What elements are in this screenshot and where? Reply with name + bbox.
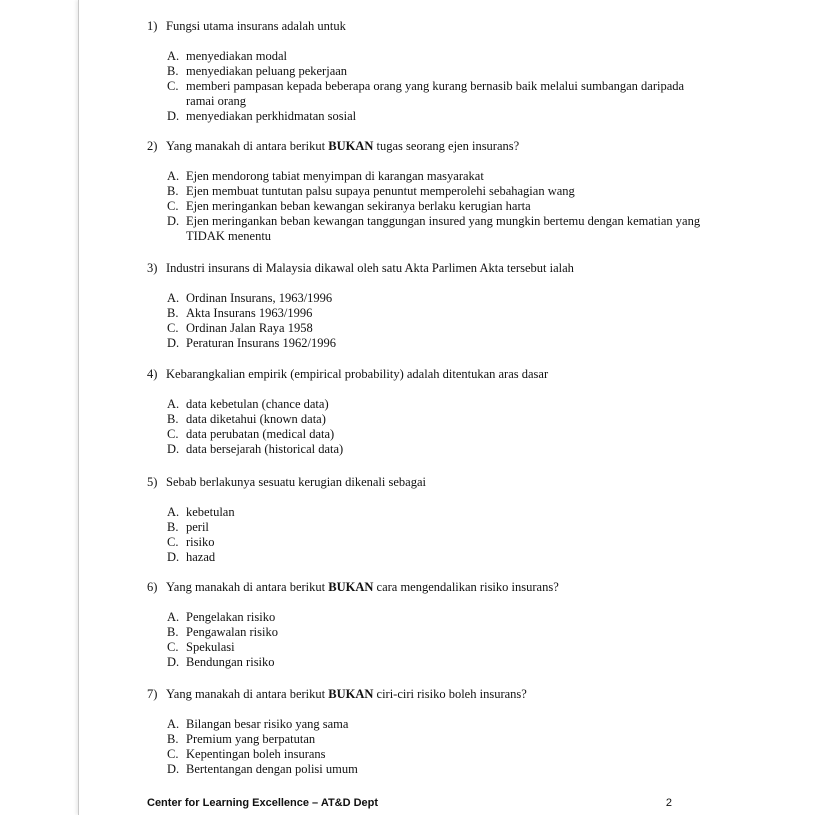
- option-text: data bersejarah (historical data): [186, 442, 344, 456]
- option-text: risiko: [186, 535, 215, 549]
- option-item: [167, 610, 707, 625]
- option-text: Peraturan Insurans 1962/1996: [186, 336, 336, 350]
- option-item: [167, 717, 707, 732]
- option-text: Bertentangan dengan polisi umum: [186, 762, 358, 776]
- question-stem: [147, 367, 707, 382]
- footer-dept: Center for Learning Excellence – AT&D Dept: [147, 797, 379, 809]
- option-item: [167, 640, 707, 655]
- option-letter: B.: [167, 412, 179, 426]
- option-letter: B.: [167, 625, 179, 639]
- option-item: [167, 747, 707, 762]
- question-7: [147, 687, 707, 777]
- option-text: hazad: [186, 550, 216, 564]
- option-item: [167, 520, 707, 535]
- option-text: peril: [186, 520, 209, 534]
- option-item: [167, 732, 707, 747]
- option-letter: C.: [167, 535, 179, 549]
- question-1: [147, 19, 707, 124]
- option-list: [167, 717, 707, 777]
- question-number: 7): [147, 687, 158, 701]
- question-text: Yang manakah di antara berikut BUKAN cara mengendalikan risiko insurans?: [166, 580, 559, 594]
- option-item: [167, 550, 707, 565]
- option-item: [167, 505, 707, 520]
- option-item: [167, 321, 707, 336]
- option-letter: B.: [167, 64, 179, 78]
- option-text: memberi pampasan kepada beberapa orang yang kurang bernasib baik melalui sumbangan daripada ramai orang: [186, 79, 685, 108]
- option-letter: D.: [167, 109, 180, 123]
- question-number: 2): [147, 139, 158, 153]
- option-item: [167, 412, 707, 427]
- option-text: Spekulasi: [186, 640, 235, 654]
- page-footer: [147, 797, 672, 809]
- option-letter: A.: [167, 610, 180, 624]
- option-item: [167, 169, 707, 184]
- option-letter: C.: [167, 321, 179, 335]
- option-item: [167, 214, 707, 244]
- option-item: [167, 49, 707, 64]
- question-number: 4): [147, 367, 158, 381]
- option-item: [167, 109, 707, 124]
- option-item: [167, 306, 707, 321]
- question-number: 3): [147, 261, 158, 275]
- option-text: Bilangan besar risiko yang sama: [186, 717, 349, 731]
- option-text: menyediakan perkhidmatan sosial: [186, 109, 357, 123]
- option-text: Pengawalan risiko: [186, 625, 278, 639]
- option-item: [167, 199, 707, 214]
- option-letter: A.: [167, 291, 180, 305]
- option-text: Ejen mendorong tabiat menyimpan di karangan masyarakat: [186, 169, 484, 183]
- option-item: [167, 655, 707, 670]
- option-letter: B.: [167, 184, 179, 198]
- question-text: Yang manakah di antara berikut BUKAN ciri-ciri risiko boleh insurans?: [166, 687, 527, 701]
- option-letter: C.: [167, 199, 179, 213]
- question-stem: [147, 475, 707, 490]
- option-text: Pengelakan risiko: [186, 610, 276, 624]
- option-text: Kepentingan boleh insurans: [186, 747, 326, 761]
- option-text: kebetulan: [186, 505, 235, 519]
- option-text: data diketahui (known data): [186, 412, 326, 426]
- question-5: [147, 475, 707, 565]
- option-list: [167, 397, 707, 457]
- option-letter: A.: [167, 505, 180, 519]
- question-2: [147, 139, 707, 244]
- question-6: [147, 580, 707, 670]
- option-item: [167, 535, 707, 550]
- option-list: [167, 169, 707, 244]
- option-letter: D.: [167, 336, 180, 350]
- option-item: [167, 625, 707, 640]
- option-list: [167, 291, 707, 351]
- question-text: Sebab berlakunya sesuatu kerugian dikenali sebagai: [166, 475, 426, 489]
- question-text: Fungsi utama insurans adalah untuk: [166, 19, 346, 33]
- option-text: Bendungan risiko: [186, 655, 275, 669]
- option-letter: A.: [167, 717, 180, 731]
- option-letter: C.: [167, 747, 179, 761]
- option-text: Ordinan Jalan Raya 1958: [186, 321, 313, 335]
- option-letter: D.: [167, 550, 180, 564]
- option-item: [167, 427, 707, 442]
- page-number: 2: [665, 797, 672, 809]
- question-text: Kebarangkalian empirik (empirical probability) adalah ditentukan aras dasar: [166, 367, 549, 381]
- question-3: [147, 261, 707, 351]
- option-letter: D.: [167, 214, 180, 228]
- question-stem: [147, 19, 707, 34]
- question-number: 1): [147, 19, 158, 33]
- question-stem: [147, 580, 707, 595]
- option-letter: C.: [167, 640, 179, 654]
- question-stem: [147, 261, 707, 276]
- question-stem: [147, 687, 707, 702]
- option-text: menyediakan peluang pekerjaan: [186, 64, 348, 78]
- option-letter: B.: [167, 520, 179, 534]
- option-item: [167, 442, 707, 457]
- option-letter: C.: [167, 427, 179, 441]
- option-letter: C.: [167, 79, 179, 93]
- option-item: [167, 79, 707, 109]
- option-letter: D.: [167, 655, 180, 669]
- option-text: data kebetulan (chance data): [186, 397, 329, 411]
- option-item: [167, 397, 707, 412]
- option-letter: B.: [167, 306, 179, 320]
- option-item: [167, 762, 707, 777]
- option-item: [167, 336, 707, 351]
- option-letter: D.: [167, 762, 180, 776]
- question-text: Industri insurans di Malaysia dikawal oleh satu Akta Parlimen Akta tersebut ialah: [166, 261, 574, 275]
- option-letter: A.: [167, 397, 180, 411]
- question-stem: [147, 139, 707, 154]
- option-list: [167, 505, 707, 565]
- option-letter: B.: [167, 732, 179, 746]
- option-item: [167, 184, 707, 199]
- option-item: [167, 291, 707, 306]
- option-letter: D.: [167, 442, 180, 456]
- option-letter: A.: [167, 169, 180, 183]
- option-item: [167, 64, 707, 79]
- option-text: Ejen membuat tuntutan palsu supaya penuntut memperolehi sebahagian wang: [186, 184, 575, 198]
- option-text: Ejen meringankan beban kewangan sekiranya berlaku kerugian harta: [186, 199, 531, 213]
- question-text: Yang manakah di antara berikut BUKAN tugas seorang ejen insurans?: [166, 139, 520, 153]
- option-text: data perubatan (medical data): [186, 427, 335, 441]
- option-text: Premium yang berpatutan: [186, 732, 316, 746]
- option-list: [167, 49, 707, 124]
- question-number: 6): [147, 580, 158, 594]
- question-number: 5): [147, 475, 158, 489]
- option-text: Ejen meringankan beban kewangan tanggungan insured yang mungkin bertemu dengan kematian yang TIDAK menentu: [186, 214, 701, 243]
- option-text: Ordinan Insurans, 1963/1996: [186, 291, 333, 305]
- option-text: Akta Insurans 1963/1996: [186, 306, 313, 320]
- option-list: [167, 610, 707, 670]
- option-text: menyediakan modal: [186, 49, 288, 63]
- option-letter: A.: [167, 49, 180, 63]
- question-4: [147, 367, 707, 457]
